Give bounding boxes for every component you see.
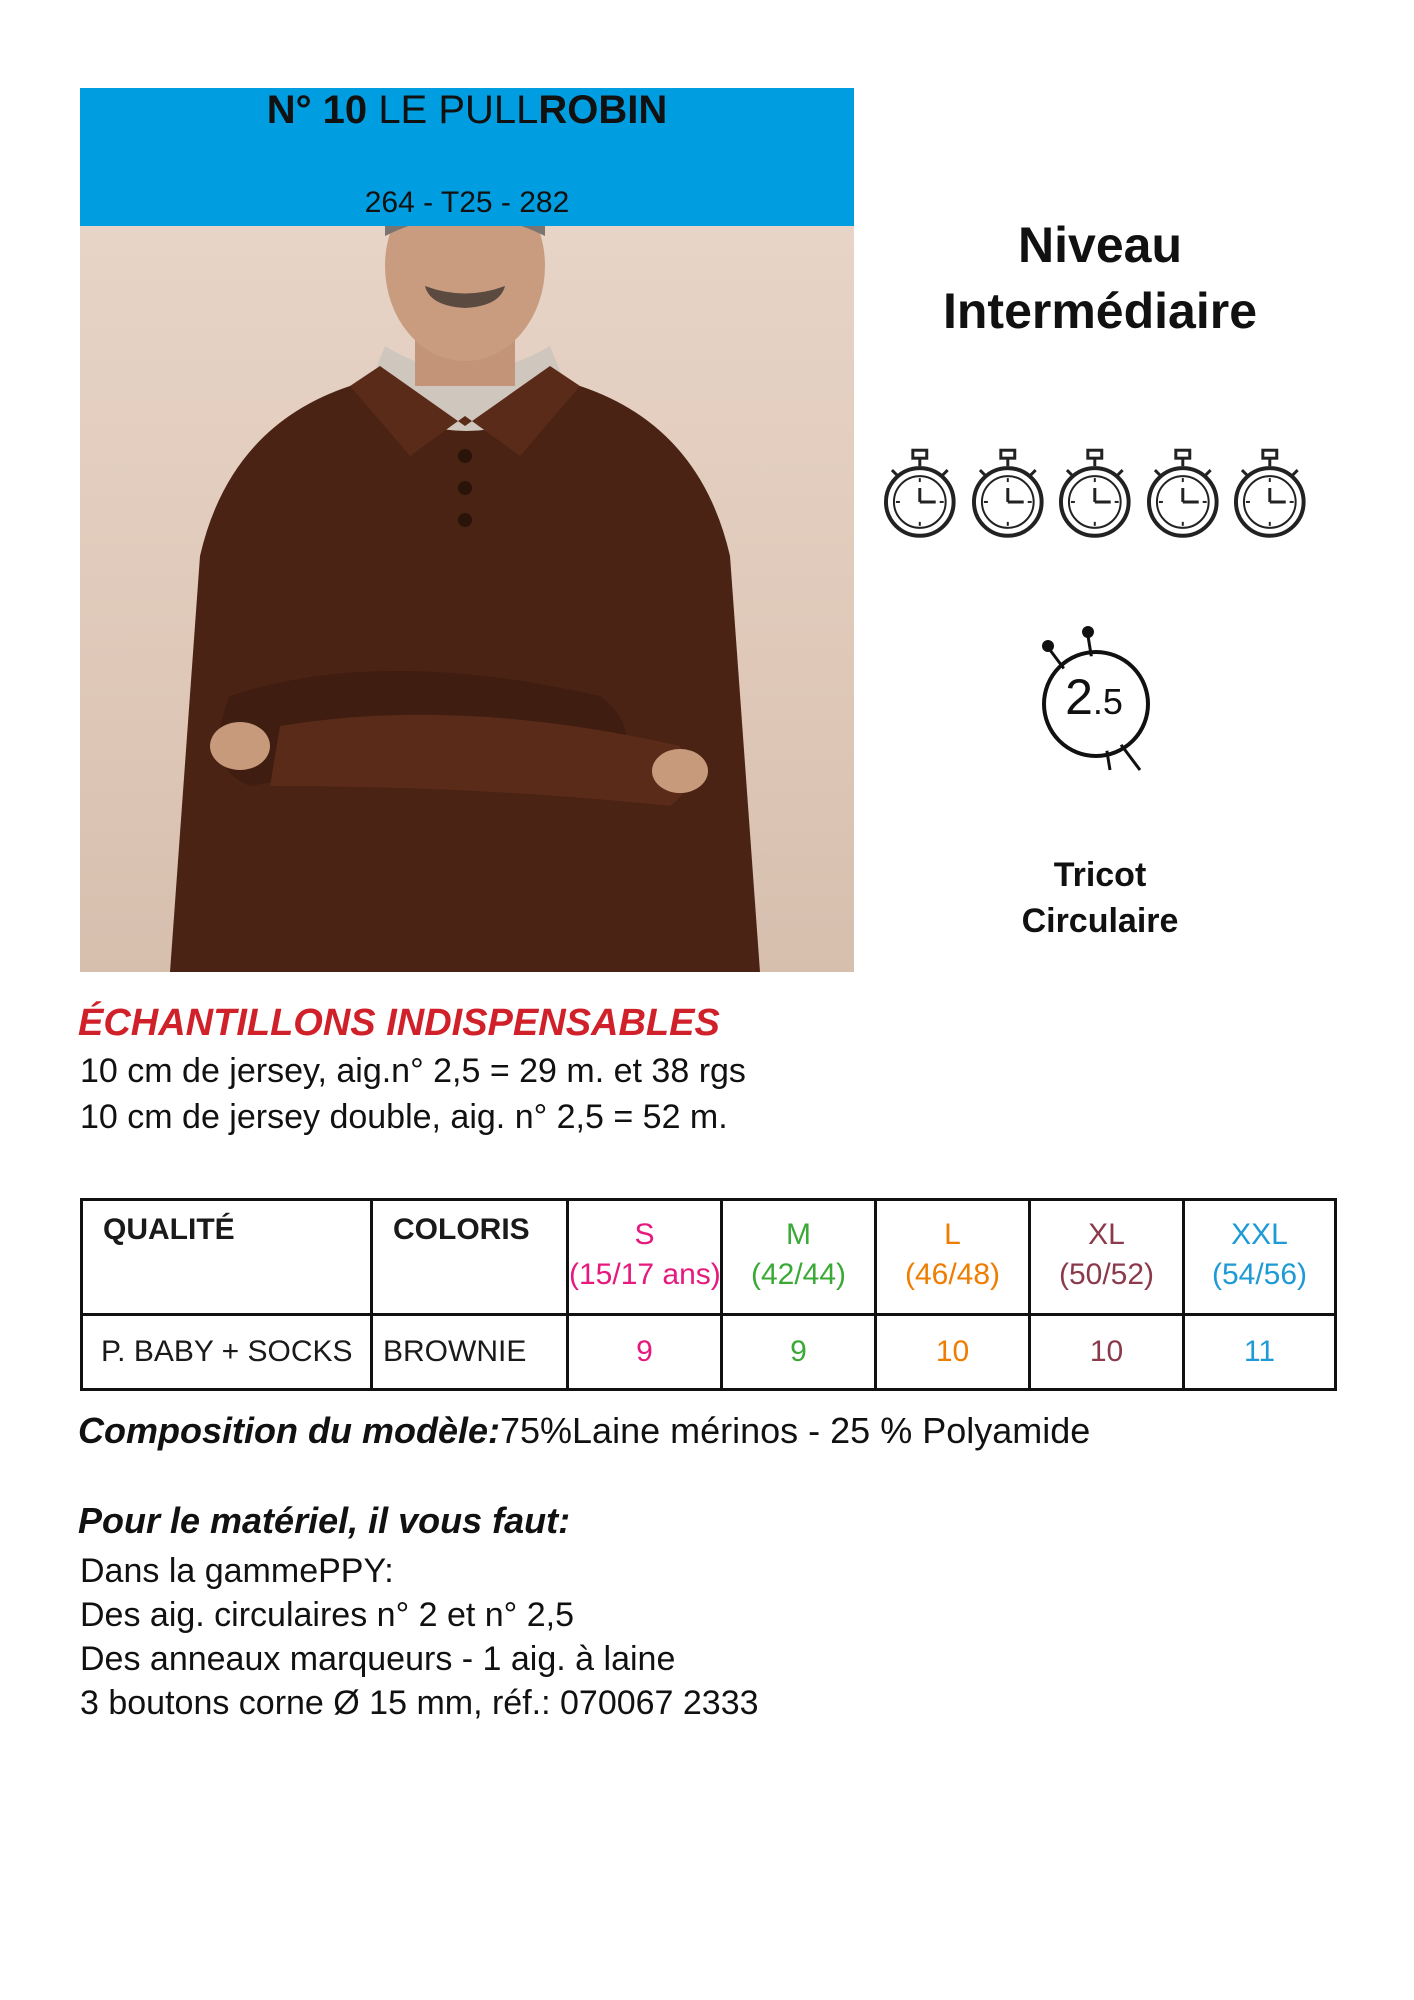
- needle-size-sub: .5: [1092, 681, 1123, 722]
- technique-line2: Circulaire: [1021, 902, 1179, 940]
- size-label: M: [786, 1218, 811, 1251]
- pattern-name-bold: ROBIN: [538, 88, 668, 132]
- row-quality: P. BABY + SOCKS: [82, 1315, 372, 1390]
- pattern-references: 264 - T25 - 282: [364, 186, 570, 219]
- stopwatch-icon: [1055, 448, 1135, 538]
- level-value: Intermédiaire: [942, 283, 1257, 339]
- material-line: Des aig. circulaires n° 2 et n° 2,5: [80, 1596, 574, 1634]
- difficulty-level: [880, 212, 1320, 344]
- size-xl-header: [1030, 1200, 1184, 1315]
- sample-line: 10 cm de jersey, aig.n° 2,5 = 29 m. et 38 rgs: [80, 1052, 746, 1090]
- size-range: (15/17 ans): [569, 1258, 721, 1291]
- size-label: XL: [1088, 1218, 1125, 1251]
- row-value-xl: 10: [1030, 1315, 1184, 1390]
- technique-line1: Tricot: [1053, 856, 1147, 894]
- composition-value: 75%Laine mérinos - 25 % Polyamide: [499, 1410, 1091, 1451]
- table-header-row: [82, 1200, 1336, 1315]
- size-range: (42/44): [750, 1258, 847, 1291]
- row-color: BROWNIE: [372, 1315, 568, 1390]
- stopwatch-icon: [1143, 448, 1223, 538]
- row-value-m: 9: [722, 1315, 876, 1390]
- time-rating: [880, 448, 1310, 538]
- stopwatch-icon: [880, 448, 960, 538]
- material-heading: Pour le matériel, il vous faut:: [78, 1500, 571, 1541]
- size-label: L: [944, 1218, 961, 1251]
- size-s-header: [568, 1200, 722, 1315]
- size-label: XXL: [1231, 1218, 1288, 1251]
- pattern-number: N° 10: [266, 88, 368, 132]
- row-value-l: 10: [876, 1315, 1030, 1390]
- stopwatch-icon: [968, 448, 1048, 538]
- table-row: [82, 1315, 1336, 1390]
- material-line: 3 boutons corne Ø 15 mm, réf.: 070067 2333: [80, 1684, 759, 1722]
- level-label: Niveau: [1018, 217, 1182, 273]
- size-xxl-header: [1184, 1200, 1336, 1315]
- row-value-xxl: 11: [1184, 1315, 1336, 1390]
- sizes-table: [80, 1198, 1337, 1391]
- composition: [78, 1410, 1090, 1452]
- needle-size: [1040, 668, 1148, 726]
- size-range: (50/52): [1058, 1258, 1155, 1291]
- row-value-s: 9: [568, 1315, 722, 1390]
- material-line: Dans la gammePPY:: [80, 1552, 394, 1590]
- size-range: (54/56): [1211, 1258, 1308, 1291]
- size-range: (46/48): [904, 1258, 1001, 1291]
- pattern-title: [80, 88, 854, 130]
- col-color-header: COLORIS: [372, 1200, 568, 1315]
- composition-label: Composition du modèle:: [78, 1410, 500, 1451]
- col-quality-header: QUALITÉ: [82, 1200, 372, 1315]
- samples-heading: ÉCHANTILLONS INDISPENSABLES: [78, 1002, 720, 1044]
- sample-line: 10 cm de jersey double, aig. n° 2,5 = 52 m.: [80, 1098, 728, 1136]
- technique: [940, 852, 1260, 944]
- needle-size-main: 2: [1065, 669, 1093, 725]
- model-illustration: [80, 226, 854, 972]
- size-m-header: [722, 1200, 876, 1315]
- model-photo: [80, 226, 854, 972]
- size-label: S: [634, 1218, 655, 1251]
- pattern-name-prefix: LE PULL: [378, 88, 539, 132]
- pattern-header: [80, 88, 854, 226]
- material-line: Des anneaux marqueurs - 1 aig. à laine: [80, 1640, 676, 1678]
- stopwatch-icon: [1230, 448, 1310, 538]
- size-l-header: [876, 1200, 1030, 1315]
